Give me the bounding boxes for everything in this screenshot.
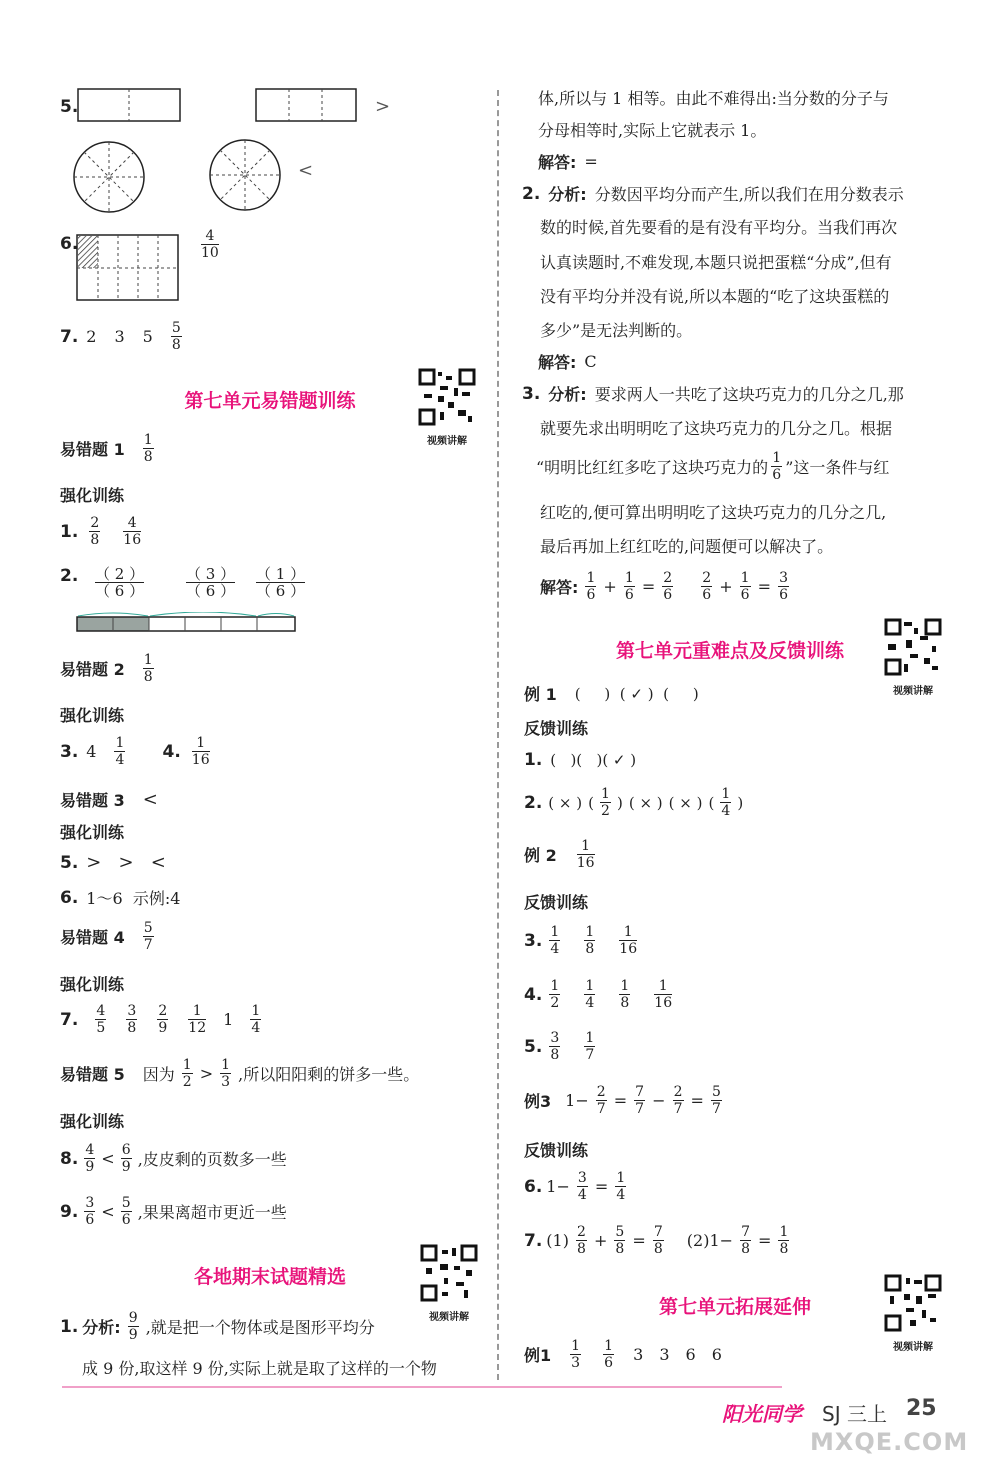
q5-symbol-2: < — [298, 160, 314, 181]
section-title-extension: 第七单元拓展延伸 — [658, 1296, 811, 1318]
feedback-7: 7. (1) $\frac{2}{8}$ + $\frac{5}{8}$ = $\frac{7}{8}$ (2)1− $\frac{7}{8}$ = $\frac{1}{8}$ — [524, 1224, 789, 1257]
watermark: MXQE.COM — [810, 1428, 969, 1456]
feedback-4: 4. $\frac{1}{2}$ $\frac{1}{4}$ $\frac{1}{8}$ $\frac{1}{16}$ — [524, 978, 673, 1011]
qr-icon — [884, 618, 942, 676]
section-title-key-points: 第七单元重难点及反馈训练 — [615, 640, 844, 662]
answer-2-number: 2. — [60, 566, 79, 586]
footer-line — [62, 1386, 782, 1388]
analysis-3-line-4: 红吃的,便可算出明明吃了这块巧克力的几分之几, — [540, 503, 887, 522]
q5-symbol-1: > — [375, 96, 391, 117]
analysis-2-line-4: 没有平均分并没有说,所以本题的“吃了这块蛋糕的 — [540, 287, 890, 306]
solution-3: 解答: $\frac{1}{6}$ + $\frac{1}{6}$ = $\frac{2}{6}$ $\frac{2}{6}$ + $\frac{1}{6}$ = $\frac{3}{6}$ — [540, 570, 788, 603]
reinforce-heading-3: 强化训练 — [60, 823, 125, 842]
analysis-cont-line-1: 体,所以与 1 相等。由此不难得出:当分数的分子与 — [538, 89, 889, 108]
error-item-3: 易错题 3 < — [60, 789, 158, 810]
analysis-2-line-5: 多少”是无法判断的。 — [540, 321, 693, 340]
q6-number: 6. — [60, 234, 79, 254]
page-number: 25 — [906, 1396, 937, 1421]
analysis-3-head: 3. 分析: 要求两人一共吃了这块巧克力的几分之几,那 — [522, 383, 904, 404]
q7-line: 7. 2 3 5 $\frac{5}{8}$ — [60, 320, 181, 353]
analysis-3-line-3: “明明比红红多吃了这块巧克力的 $\frac{1}{6}$ ”这一条件与红 — [536, 450, 890, 483]
error-item-1: 易错题 1 $\frac{1}{8}$ — [60, 432, 153, 465]
section-title-exam-selection: 各地期末试题精选 — [193, 1266, 346, 1288]
solution-2: 解答: C — [538, 352, 597, 372]
exam-answer-1-cont: 成 9 份,取这样 9 份,实际上就是取了这样的一个物 — [82, 1359, 437, 1378]
feedback-heading-2: 反馈训练 — [524, 893, 589, 912]
qr-icon — [420, 1244, 478, 1302]
qr-code-3[interactable]: 视频讲解 — [884, 618, 942, 697]
reinforce-heading-1: 强化训练 — [60, 486, 125, 505]
brand-logo: 阳光同学 — [722, 1402, 802, 1426]
answer-2-strip — [76, 612, 298, 636]
feedback-3: 3. $\frac{1}{4}$ $\frac{1}{8}$ $\frac{1}{16}$ — [524, 924, 638, 957]
error-item-4: 易错题 4 $\frac{5}{7}$ — [60, 920, 153, 953]
answer-8: 8. $\frac{4}{9}$ < $\frac{6}{9}$ ,皮皮剩的页数多一些 — [60, 1142, 287, 1175]
q5-number: 5. — [60, 97, 79, 117]
feedback-5: 5. $\frac{3}{8}$ $\frac{1}{7}$ — [524, 1030, 595, 1063]
answer-1: 1. $\frac{2}{8}$ $\frac{4}{16}$ — [60, 515, 142, 548]
analysis-3-line-2: 就要先求出明明吃了这块巧克力的几分之几。根据 — [540, 419, 893, 438]
answer-3-4: 3. 4 $\frac{1}{4}$ 4. $\frac{1}{16}$ — [60, 735, 210, 768]
solution-1: 解答: = — [538, 152, 598, 172]
answer-2-frac-2: $\frac{( 3 )}{( 6 )}$ — [186, 565, 236, 600]
error-item-2: 易错题 2 $\frac{1}{8}$ — [60, 652, 153, 685]
example-1: 例 1 ( ) ( ✓ ) ( ) — [524, 684, 699, 704]
feedback-2: 2. ( × ) ( $\frac{1}{2}$ ) ( × ) ( × ) ( $\frac{1}{4}$ ) — [524, 786, 744, 819]
exam-answer-1: 1. 分析: $\frac{9}{9}$ ,就是把一个物体或是图形平均分 — [60, 1310, 375, 1343]
book-code: SJ 三上 — [822, 1402, 887, 1426]
feedback-heading-1: 反馈训练 — [524, 719, 589, 738]
feedback-6: 6. 1− $\frac{3}{4}$ = $\frac{1}{4}$ — [524, 1170, 626, 1203]
example-2: 例 2 $\frac{1}{16}$ — [524, 838, 595, 871]
reinforce-heading-4: 强化训练 — [60, 975, 125, 994]
answer-2-frac-1: $\frac{( 2 )}{( 6 )}$ — [95, 565, 145, 600]
analysis-2-line-3: 认真读题时,不难发现,本题只说把蛋糕“分成”,但有 — [540, 253, 892, 272]
answer-5: 5. > > < — [60, 852, 166, 873]
qr-code-1[interactable]: 视频讲解 — [418, 368, 476, 447]
answer-7: 7. $\frac{4}{5}$ $\frac{3}{8}$ $\frac{2}{9}$ $\frac{1}{12}$ 1 $\frac{1}{4}$ — [60, 1003, 261, 1036]
feedback-1: 1. ( )( )( ✓ ) — [524, 750, 637, 770]
analysis-2-head: 2. 分析: 分数因平均分而产生,所以我们在用分数表示 — [522, 183, 904, 204]
q5-rect-a — [77, 88, 183, 124]
feedback-heading-3: 反馈训练 — [524, 1141, 589, 1160]
q6-answer: $\frac{4}{10}$ — [201, 228, 219, 261]
analysis-cont-line-2: 分母相等时,实际上它就表示 1。 — [538, 121, 767, 140]
extension-example-1: 例1 $\frac{1}{3}$ $\frac{1}{6}$ 3 3 6 6 — [524, 1338, 722, 1371]
example-3: 例3 1− $\frac{2}{7}$ = $\frac{7}{7}$ − $\frac{2}{7}$ = $\frac{5}{7}$ — [524, 1084, 721, 1117]
error-item-5: 易错题 5 因为 $\frac{1}{2}$ > $\frac{1}{3}$ ,所以阳阳剩的饼多一些。 — [60, 1057, 420, 1090]
q5-circle-a — [72, 140, 146, 214]
analysis-3-line-5: 最后再加上红红吃的,问题便可以解决了。 — [540, 537, 834, 556]
qr-code-4[interactable]: 视频讲解 — [884, 1274, 942, 1353]
reinforce-heading-5: 强化训练 — [60, 1112, 125, 1131]
reinforce-heading-2: 强化训练 — [60, 706, 125, 725]
answer-9: 9. $\frac{3}{6}$ < $\frac{5}{6}$ ,果果离超市更近一些 — [60, 1195, 287, 1228]
analysis-2-line-2: 数的时候,首先要看的是有没有平均分。当我们再次 — [540, 218, 898, 237]
qr-icon — [418, 368, 476, 426]
q5-circle-b — [208, 138, 282, 212]
answer-2-frac-3: $\frac{( 1 )}{( 6 )}$ — [256, 565, 306, 600]
qr-icon — [884, 1274, 942, 1332]
answer-6: 6. 1～6 示例:4 — [60, 887, 181, 908]
q5-rect-b — [255, 88, 359, 124]
column-divider — [497, 90, 499, 1380]
section-title-error-training: 第七单元易错题训练 — [184, 390, 356, 412]
qr-code-2[interactable]: 视频讲解 — [420, 1244, 478, 1323]
q6-grid — [76, 234, 180, 302]
